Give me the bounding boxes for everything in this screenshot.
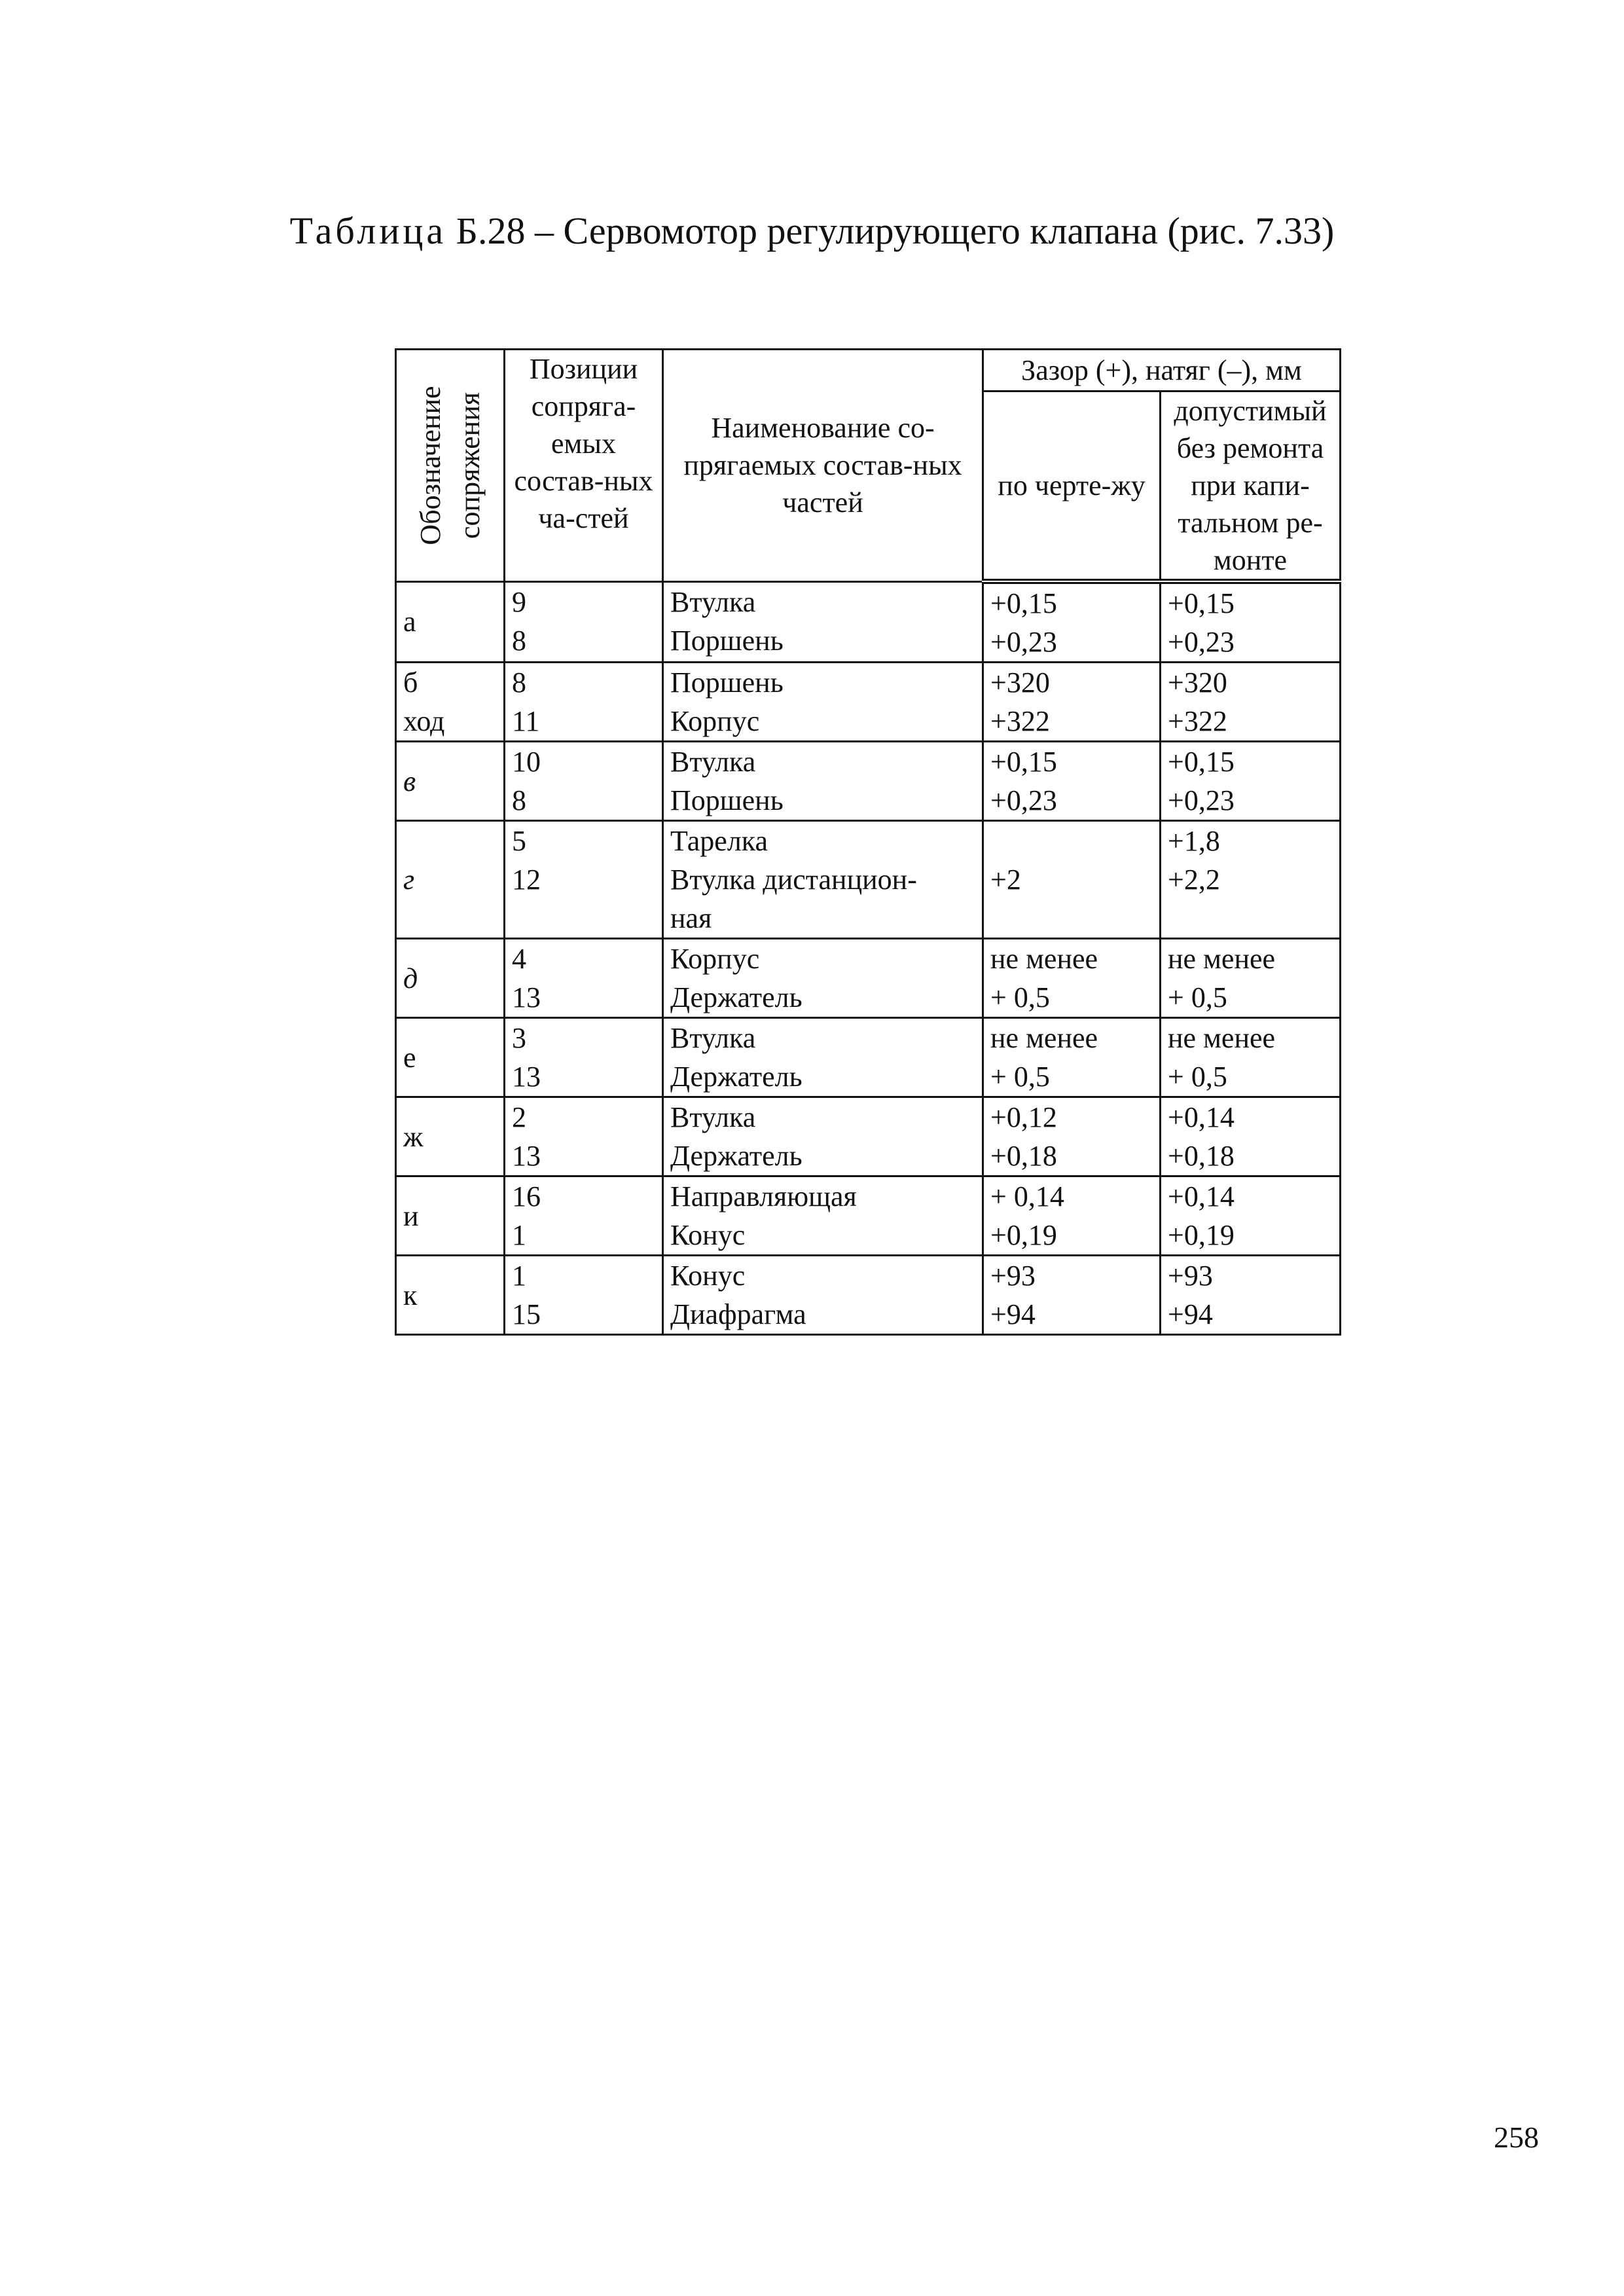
spec-table: [395, 348, 1341, 1336]
cell-allowed: [1161, 1097, 1341, 1176]
cell-position-line: 1: [512, 1260, 526, 1292]
cell-allowed-line: +0,15: [1168, 587, 1235, 619]
cell-by-drawing-line: +320: [990, 666, 1050, 699]
cell-part-name-line: Втулка: [670, 746, 756, 778]
cell-code: в: [396, 742, 505, 821]
cell-position: [505, 1097, 663, 1176]
cell-allowed: [1161, 821, 1341, 939]
cell-allowed: [1161, 742, 1341, 821]
cell-position-line: 4: [512, 943, 526, 975]
cell-position: [505, 1256, 663, 1335]
cell-allowed-line: +0,23: [1168, 784, 1235, 816]
cell-code: [396, 663, 505, 742]
table-row: [396, 821, 1341, 939]
caption-text: Б.28 – Сервомотор регулирующего клапана (рис. 7.33): [456, 210, 1335, 252]
cell-part-name-line: Тарелка: [670, 825, 768, 857]
cell-allowed: [1161, 1176, 1341, 1256]
cell-position-line: 5: [512, 825, 526, 857]
cell-code: ж: [396, 1097, 505, 1176]
cell-part-name-line: Поршень: [670, 784, 784, 816]
cell-by-drawing-line: + 0,14: [990, 1180, 1064, 1212]
cell-by-drawing-line: +94: [990, 1298, 1036, 1330]
cell-part-name-line: Поршень: [670, 624, 784, 657]
cell-part-name-line: Конус: [670, 1260, 746, 1292]
header-positions: Позиции сопряга-емых состав-ных ча-стей: [505, 350, 663, 582]
cell-by-drawing-line: + 0,5: [990, 1061, 1050, 1093]
cell-part-name-line: Держатель: [670, 981, 803, 1013]
cell-position: [505, 663, 663, 742]
cell-allowed-line: + 0,5: [1168, 1061, 1227, 1093]
table-row: [396, 1176, 1341, 1256]
header-name: Наименование со-прягаемых состав-ных частей: [663, 350, 983, 582]
cell-allowed-line: +0,14: [1168, 1180, 1235, 1212]
cell-position-line: 8: [512, 666, 526, 699]
cell-part-name-line: Направляющая: [670, 1180, 857, 1212]
cell-allowed-line: +93: [1168, 1260, 1213, 1292]
cell-by-drawing-line: не менее: [990, 1022, 1098, 1054]
header-code-text: Обозначение сопряжения: [414, 386, 486, 545]
header-code: [396, 350, 505, 582]
table-caption: [0, 208, 1624, 254]
header-allowed: допустимый без ремонта при капи-тальном ре-монте: [1161, 392, 1341, 582]
cell-by-drawing-line: +0,23: [990, 626, 1057, 658]
cell-part-name-line: ная: [670, 902, 712, 934]
caption-label: Таблица: [289, 210, 447, 252]
table-row: [396, 939, 1341, 1018]
cell-position: [505, 939, 663, 1018]
cell-allowed-line: +0,18: [1168, 1140, 1235, 1172]
cell-allowed: [1161, 663, 1341, 742]
cell-part-name-line: Втулка: [670, 1022, 756, 1054]
cell-allowed-line: +0,23: [1168, 626, 1235, 658]
cell-position-line: 13: [512, 981, 541, 1013]
header-gap-group: Зазор (+), натяг (–), мм: [983, 350, 1341, 392]
cell-position-line: 3: [512, 1022, 526, 1054]
table-row: [396, 1256, 1341, 1335]
cell-by-drawing-line: +2: [990, 864, 1021, 896]
cell-allowed-line: +0,15: [1168, 746, 1235, 778]
cell-position-line: 16: [512, 1180, 541, 1212]
cell-part-name: [663, 663, 983, 742]
header-by-drawing: по черте-жу: [983, 392, 1161, 582]
cell-allowed-line: +322: [1168, 705, 1227, 737]
cell-allowed: [1161, 1256, 1341, 1335]
cell-position-line: 2: [512, 1101, 526, 1133]
cell-code: г: [396, 821, 505, 939]
cell-position-line: 8: [512, 624, 526, 657]
cell-allowed: [1161, 939, 1341, 1018]
cell-by-drawing: [983, 742, 1161, 821]
cell-part-name: [663, 821, 983, 939]
cell-position: [505, 1018, 663, 1097]
cell-code-line: б: [403, 666, 418, 699]
cell-part-name-line: Втулка дистанцион-: [670, 864, 917, 896]
cell-by-drawing: [983, 821, 1161, 939]
cell-position-line: 8: [512, 784, 526, 816]
cell-allowed-line: +0,19: [1168, 1219, 1235, 1251]
cell-part-name-line: Поршень: [670, 666, 784, 699]
cell-allowed-line: +320: [1168, 666, 1227, 699]
cell-part-name-line: Конус: [670, 1219, 746, 1251]
cell-position-line: [512, 899, 655, 938]
cell-part-name: [663, 742, 983, 821]
page-number: 258: [1494, 2121, 1539, 2154]
table-body: [396, 581, 1341, 1335]
cell-by-drawing-line: [990, 822, 1153, 860]
cell-allowed-line: +1,8: [1168, 825, 1220, 857]
cell-position: [505, 742, 663, 821]
cell-allowed: [1161, 1018, 1341, 1097]
table-row: [396, 1018, 1341, 1097]
cell-part-name: [663, 1256, 983, 1335]
cell-allowed-line: не менее: [1168, 1022, 1276, 1054]
cell-by-drawing-line: +322: [990, 705, 1050, 737]
cell-by-drawing: [983, 1097, 1161, 1176]
cell-position-line: 12: [512, 864, 541, 896]
cell-position: [505, 581, 663, 663]
cell-code: и: [396, 1176, 505, 1256]
cell-by-drawing-line: +0,15: [990, 587, 1057, 619]
cell-allowed-line: + 0,5: [1168, 981, 1227, 1013]
cell-position-line: 1: [512, 1219, 526, 1251]
cell-by-drawing-line: [990, 899, 1153, 938]
cell-position-line: 9: [512, 585, 526, 618]
cell-part-name-line: Корпус: [670, 705, 760, 737]
cell-allowed-line: [1168, 899, 1333, 938]
cell-part-name-line: Держатель: [670, 1061, 803, 1093]
cell-code-line: ход: [403, 705, 445, 737]
cell-allowed-line: +0,14: [1168, 1101, 1235, 1133]
cell-part-name: [663, 1176, 983, 1256]
table-row: [396, 663, 1341, 742]
cell-position-line: 11: [512, 705, 540, 737]
cell-part-name: [663, 1018, 983, 1097]
cell-position-line: 10: [512, 746, 541, 778]
cell-part-name-line: Втулка: [670, 585, 756, 618]
cell-by-drawing: [983, 1018, 1161, 1097]
cell-part-name: [663, 939, 983, 1018]
cell-position: [505, 821, 663, 939]
cell-by-drawing-line: +0,15: [990, 746, 1057, 778]
cell-part-name: [663, 581, 983, 663]
cell-allowed-line: +2,2: [1168, 864, 1220, 896]
cell-by-drawing-line: не менее: [990, 943, 1098, 975]
cell-by-drawing-line: +93: [990, 1260, 1036, 1292]
cell-by-drawing-line: +0,12: [990, 1101, 1057, 1133]
cell-by-drawing: [983, 1256, 1161, 1335]
cell-part-name-line: Держатель: [670, 1140, 803, 1172]
cell-allowed-line: не менее: [1168, 943, 1276, 975]
cell-position: [505, 1176, 663, 1256]
table-row: [396, 581, 1341, 663]
cell-by-drawing: [983, 581, 1161, 663]
cell-by-drawing-line: +0,18: [990, 1140, 1057, 1172]
cell-code: а: [396, 581, 505, 663]
cell-by-drawing-line: +0,19: [990, 1219, 1057, 1251]
cell-code: е: [396, 1018, 505, 1097]
cell-by-drawing: [983, 663, 1161, 742]
table-row: [396, 1097, 1341, 1176]
cell-by-drawing-line: +0,23: [990, 784, 1057, 816]
cell-by-drawing: [983, 939, 1161, 1018]
cell-position-line: 13: [512, 1140, 541, 1172]
cell-allowed-line: +94: [1168, 1298, 1213, 1330]
table-row: [396, 742, 1341, 821]
cell-part-name-line: Корпус: [670, 943, 760, 975]
cell-position-line: 13: [512, 1061, 541, 1093]
cell-part-name: [663, 1097, 983, 1176]
cell-by-drawing-line: + 0,5: [990, 981, 1050, 1013]
cell-code: д: [396, 939, 505, 1018]
cell-code: к: [396, 1256, 505, 1335]
cell-by-drawing: [983, 1176, 1161, 1256]
cell-part-name-line: Диафрагма: [670, 1298, 806, 1330]
cell-allowed: [1161, 581, 1341, 663]
cell-position-line: 15: [512, 1298, 541, 1330]
cell-part-name-line: Втулка: [670, 1101, 756, 1133]
